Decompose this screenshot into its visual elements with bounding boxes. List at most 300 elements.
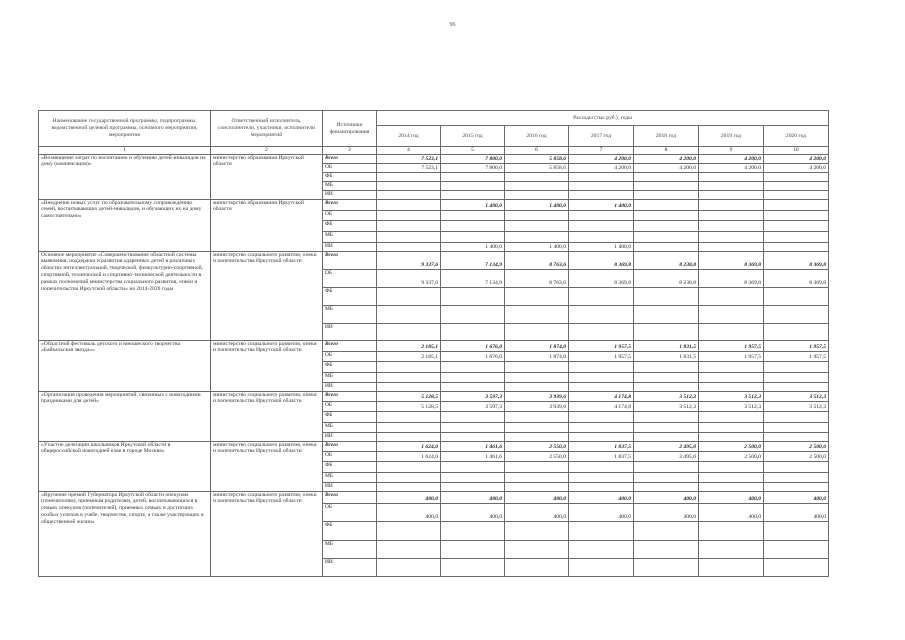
amount-cell: 4 200,0: [764, 163, 829, 172]
amount-cell: 1 400,0: [441, 242, 505, 251]
amount-cell: 400,0: [377, 491, 441, 503]
financing-table: [38, 110, 829, 577]
amount-cell: [764, 482, 829, 491]
funding-source: ФБ: [323, 411, 377, 422]
amount-cell: [377, 323, 441, 340]
amount-cell: 3 512,3: [764, 391, 829, 401]
amount-cell: 8 369,8: [699, 269, 764, 287]
column-number: 10: [764, 147, 829, 155]
amount-cell: [505, 372, 569, 382]
amount-cell: [441, 190, 505, 199]
funding-source: Всего: [323, 199, 377, 210]
amount-cell: [441, 231, 505, 242]
amount-cell: [569, 540, 634, 558]
column-number: 6: [505, 147, 569, 155]
amount-cell: [569, 472, 634, 482]
amount-cell: [441, 558, 505, 576]
amount-cell: [699, 172, 764, 181]
amount-cell: [505, 190, 569, 199]
amount-cell: 1 874,0: [505, 340, 569, 351]
amount-cell: 2 495,0: [634, 451, 699, 461]
amount-cell: [441, 411, 505, 422]
funding-source: МБ: [323, 540, 377, 558]
amount-cell: [505, 382, 569, 391]
funding-source: Всего: [323, 154, 377, 163]
amount-cell: 3 597,3: [441, 401, 505, 411]
amount-cell: [634, 242, 699, 251]
header-year-2: 2015 год: [441, 126, 505, 147]
amount-cell: 8 238,8: [634, 251, 699, 269]
amount-cell: 2 550,0: [505, 441, 569, 451]
amount-cell: [441, 521, 505, 540]
funding-source: ИИ: [323, 482, 377, 491]
amount-cell: 400,0: [505, 491, 569, 503]
amount-cell: 400,0: [699, 503, 764, 521]
activity-name: «Возмещение затрат по воспитанию и обучению детей-инвалидов на дому (компенсация)»: [39, 154, 211, 199]
amount-cell: 400,0: [505, 503, 569, 521]
amount-cell: [634, 172, 699, 181]
amount-cell: [764, 521, 829, 540]
amount-cell: 4 174,8: [569, 401, 634, 411]
amount-cell: [634, 521, 699, 540]
amount-cell: [634, 422, 699, 432]
amount-cell: [441, 287, 505, 305]
amount-cell: [569, 382, 634, 391]
amount-cell: [634, 482, 699, 491]
amount-cell: 1 676,0: [441, 351, 505, 361]
amount-cell: 4 174,8: [569, 391, 634, 401]
amount-cell: [569, 287, 634, 305]
amount-cell: [699, 372, 764, 382]
executor-name: министерство образования Иркутской области: [211, 154, 323, 199]
amount-cell: 5 858,6: [505, 163, 569, 172]
amount-cell: 2 500,0: [699, 441, 764, 451]
funding-source: ОБ: [323, 210, 377, 220]
amount-cell: 8 369,8: [699, 251, 764, 269]
amount-cell: [634, 540, 699, 558]
amount-cell: 4 200,0: [699, 163, 764, 172]
amount-cell: [764, 540, 829, 558]
amount-cell: [377, 287, 441, 305]
amount-cell: 9 337,6: [377, 269, 441, 287]
amount-cell: [569, 220, 634, 231]
activity-name: «Внедрение новых услуг по образовательному сопровождению семей, воспитывающих детей-инвалидов, и обучающих их на дому самостоятельно»: [39, 199, 211, 251]
table-row-total: [39, 199, 829, 210]
amount-cell: [505, 323, 569, 340]
amount-cell: [764, 411, 829, 422]
amount-cell: [505, 287, 569, 305]
amount-cell: [634, 361, 699, 372]
amount-cell: [634, 432, 699, 441]
amount-cell: [569, 231, 634, 242]
amount-cell: [377, 361, 441, 372]
amount-cell: [569, 432, 634, 441]
column-number: 2: [211, 147, 323, 155]
funding-source: ИИ: [323, 190, 377, 199]
funding-source: МБ: [323, 472, 377, 482]
amount-cell: 8 369,8: [764, 269, 829, 287]
amount-cell: [377, 199, 441, 210]
amount-cell: [569, 558, 634, 576]
amount-cell: 3 939,6: [505, 401, 569, 411]
column-number: 4: [377, 147, 441, 155]
amount-cell: [377, 231, 441, 242]
amount-cell: [764, 382, 829, 391]
amount-cell: [377, 540, 441, 558]
amount-cell: [441, 540, 505, 558]
column-number: 9: [699, 147, 764, 155]
table-row-total: [39, 340, 829, 351]
amount-cell: 400,0: [569, 503, 634, 521]
executor-name: министерство социального развития, опеки и попечительства Иркутской области: [211, 491, 323, 576]
amount-cell: 7 134,9: [441, 251, 505, 269]
amount-cell: 5 128,5: [377, 391, 441, 401]
amount-cell: 1 957,5: [699, 340, 764, 351]
funding-source: ОБ: [323, 351, 377, 361]
funding-source: ФБ: [323, 287, 377, 305]
amount-cell: [634, 220, 699, 231]
activity-name: «Организация проведения мероприятий, связанных с новогодними праздниками для детей»: [39, 391, 211, 441]
header-year-3: 2016 год: [505, 126, 569, 147]
amount-cell: [569, 372, 634, 382]
amount-cell: 8 369,8: [764, 251, 829, 269]
funding-source: ИИ: [323, 323, 377, 340]
amount-cell: 1 957,5: [764, 351, 829, 361]
amount-cell: [441, 472, 505, 482]
page-number: 96: [449, 22, 456, 28]
amount-cell: 9 337,6: [377, 251, 441, 269]
amount-cell: [569, 172, 634, 181]
amount-cell: 3 512,3: [699, 391, 764, 401]
amount-cell: 1 957,5: [699, 351, 764, 361]
amount-cell: [634, 181, 699, 190]
amount-cell: 2 500,0: [699, 451, 764, 461]
amount-cell: [441, 461, 505, 472]
funding-source: ИИ: [323, 242, 377, 251]
amount-cell: 2 185,1: [377, 351, 441, 361]
amount-cell: [569, 521, 634, 540]
amount-cell: [377, 461, 441, 472]
amount-cell: [764, 287, 829, 305]
funding-source: ФБ: [323, 461, 377, 472]
amount-cell: [699, 181, 764, 190]
amount-cell: 1 874,0: [505, 351, 569, 361]
amount-cell: 5 858,6: [505, 154, 569, 163]
amount-cell: [699, 432, 764, 441]
amount-cell: 3 512,3: [634, 401, 699, 411]
amount-cell: [699, 305, 764, 323]
amount-cell: 7 523,1: [377, 154, 441, 163]
amount-cell: [764, 242, 829, 251]
table-header: [39, 111, 829, 147]
funding-source: ОБ: [323, 451, 377, 461]
amount-cell: 400,0: [441, 503, 505, 521]
amount-cell: [764, 361, 829, 372]
amount-cell: [764, 372, 829, 382]
amount-cell: 4 200,0: [634, 163, 699, 172]
amount-cell: [441, 482, 505, 491]
funding-source: МБ: [323, 181, 377, 190]
amount-cell: [634, 558, 699, 576]
column-number: 5: [441, 147, 505, 155]
amount-cell: [505, 422, 569, 432]
amount-cell: 400,0: [441, 491, 505, 503]
amount-cell: [505, 231, 569, 242]
amount-cell: [764, 220, 829, 231]
amount-cell: 2 185,1: [377, 340, 441, 351]
amount-cell: [699, 242, 764, 251]
amount-cell: [634, 411, 699, 422]
amount-cell: [764, 472, 829, 482]
amount-cell: [505, 172, 569, 181]
amount-cell: [505, 540, 569, 558]
amount-cell: 1 957,5: [569, 340, 634, 351]
amount-cell: [377, 411, 441, 422]
amount-cell: 1 461,6: [441, 451, 505, 461]
amount-cell: 2 550,0: [505, 451, 569, 461]
amount-cell: 400,0: [569, 491, 634, 503]
funding-source: МБ: [323, 231, 377, 242]
amount-cell: [699, 422, 764, 432]
funding-source: ИИ: [323, 558, 377, 576]
amount-cell: [699, 521, 764, 540]
header-expenses: Расходы (тыс.руб.), годы: [377, 111, 829, 126]
amount-cell: [377, 482, 441, 491]
amount-cell: [634, 461, 699, 472]
amount-cell: 4 200,0: [699, 154, 764, 163]
amount-cell: [634, 472, 699, 482]
amount-cell: [377, 422, 441, 432]
amount-cell: [505, 521, 569, 540]
funding-source: Всего: [323, 251, 377, 269]
header-year-6: 2019 год: [699, 126, 764, 147]
amount-cell: [569, 210, 634, 220]
header-year-7: 2020 год: [764, 126, 829, 147]
amount-cell: [634, 372, 699, 382]
amount-cell: [699, 472, 764, 482]
amount-cell: 1 676,0: [441, 340, 505, 351]
amount-cell: [569, 181, 634, 190]
amount-cell: [377, 521, 441, 540]
amount-cell: 1 400,0: [569, 199, 634, 210]
amount-cell: [699, 361, 764, 372]
amount-cell: [441, 181, 505, 190]
amount-cell: 5 128,5: [377, 401, 441, 411]
amount-cell: [377, 190, 441, 199]
amount-cell: [569, 461, 634, 472]
amount-cell: [441, 210, 505, 220]
funding-source: ФБ: [323, 172, 377, 181]
amount-cell: 400,0: [634, 491, 699, 503]
amount-cell: 1 837,5: [569, 441, 634, 451]
amount-cell: [764, 422, 829, 432]
amount-cell: [505, 181, 569, 190]
amount-cell: [505, 558, 569, 576]
amount-cell: [505, 411, 569, 422]
amount-cell: [634, 323, 699, 340]
column-number: 3: [323, 147, 377, 155]
amount-cell: [569, 411, 634, 422]
amount-cell: [377, 220, 441, 231]
amount-cell: 400,0: [764, 503, 829, 521]
amount-cell: [634, 210, 699, 220]
amount-cell: [699, 190, 764, 199]
column-number: 7: [569, 147, 634, 155]
column-number: 8: [634, 147, 699, 155]
amount-cell: [377, 472, 441, 482]
amount-cell: 8 238,8: [634, 269, 699, 287]
amount-cell: [699, 220, 764, 231]
amount-cell: [699, 210, 764, 220]
funding-source: Всего: [323, 441, 377, 451]
executor-name: министерство образования Иркутской области: [211, 199, 323, 251]
amount-cell: 400,0: [634, 503, 699, 521]
activity-name: «Участие делегации школьников Иркутской области в общероссийской новогодней елке в городе Москве»: [39, 441, 211, 491]
amount-cell: 3 512,3: [634, 391, 699, 401]
amount-cell: [441, 432, 505, 441]
funding-source: Всего: [323, 340, 377, 351]
amount-cell: [441, 372, 505, 382]
column-number: 1: [39, 147, 211, 155]
amount-cell: 7 800,0: [441, 154, 505, 163]
executor-name: министерство социального развития, опеки и попечительства Иркутской области: [211, 251, 323, 340]
amount-cell: [764, 210, 829, 220]
amount-cell: 400,0: [377, 503, 441, 521]
amount-cell: 1 624,0: [377, 441, 441, 451]
table-row-total: [39, 441, 829, 451]
funding-source: ОБ: [323, 401, 377, 411]
amount-cell: [764, 461, 829, 472]
amount-cell: [764, 172, 829, 181]
executor-name: министерство социального развития, опеки и попечительства Иркутской области: [211, 340, 323, 391]
header-source: Источники финансирования: [323, 111, 377, 147]
amount-cell: 1 957,5: [764, 340, 829, 351]
amount-cell: [377, 242, 441, 251]
amount-cell: 3 512,3: [764, 401, 829, 411]
amount-cell: 2 495,0: [634, 441, 699, 451]
amount-cell: [634, 382, 699, 391]
funding-source: МБ: [323, 372, 377, 382]
amount-cell: 1 400,0: [505, 199, 569, 210]
amount-cell: 1 957,5: [569, 351, 634, 361]
amount-cell: [505, 472, 569, 482]
amount-cell: [505, 220, 569, 231]
funding-source: МБ: [323, 422, 377, 432]
amount-cell: 2 500,0: [764, 441, 829, 451]
amount-cell: [377, 181, 441, 190]
amount-cell: [634, 305, 699, 323]
funding-source: МБ: [323, 305, 377, 323]
amount-cell: [441, 422, 505, 432]
table-row-total: [39, 491, 829, 503]
amount-cell: 1 831,5: [634, 351, 699, 361]
amount-cell: [634, 199, 699, 210]
amount-cell: 1 400,0: [505, 242, 569, 251]
amount-cell: [377, 432, 441, 441]
amount-cell: [441, 172, 505, 181]
amount-cell: [699, 558, 764, 576]
amount-cell: [377, 172, 441, 181]
amount-cell: [377, 305, 441, 323]
amount-cell: [699, 199, 764, 210]
amount-cell: 4 200,0: [569, 154, 634, 163]
amount-cell: [699, 540, 764, 558]
amount-cell: 7 523,1: [377, 163, 441, 172]
amount-cell: [569, 190, 634, 199]
amount-cell: [699, 323, 764, 340]
table-row-total: [39, 154, 829, 163]
funding-source: ИИ: [323, 382, 377, 391]
amount-cell: [505, 305, 569, 323]
funding-source: Всего: [323, 491, 377, 503]
amount-cell: 1 400,0: [569, 242, 634, 251]
amount-cell: 3 939,6: [505, 391, 569, 401]
amount-cell: 3 512,3: [699, 401, 764, 411]
funding-source: ОБ: [323, 503, 377, 521]
amount-cell: [699, 382, 764, 391]
amount-cell: [377, 210, 441, 220]
amount-cell: 7 134,9: [441, 269, 505, 287]
amount-cell: 4 200,0: [634, 154, 699, 163]
amount-cell: [699, 461, 764, 472]
amount-cell: [441, 361, 505, 372]
amount-cell: [569, 482, 634, 491]
header-name: Наименование государственной программы, подпрограммы, ведомственной целевой программы, основного мероприятия, мероприятия: [39, 111, 211, 147]
amount-cell: [505, 461, 569, 472]
amount-cell: [634, 231, 699, 242]
amount-cell: [764, 181, 829, 190]
table-row-total: [39, 251, 829, 269]
amount-cell: [505, 361, 569, 372]
activity-name: «Вручение премий Губернатора Иркутской области опекунам (попечителям), приемным родителям, детей, воспитывающихся в семьях опекунов (попечителей), приемных семьях и достигших особых успехов в учебе, творчестве, спорте, а также участвующих в общественной жизни»: [39, 491, 211, 576]
amount-cell: [505, 482, 569, 491]
amount-cell: [634, 190, 699, 199]
amount-cell: 8 763,6: [505, 269, 569, 287]
table-row-total: [39, 391, 829, 401]
amount-cell: [441, 382, 505, 391]
header-year-1: 2014 год: [377, 126, 441, 147]
amount-cell: [505, 210, 569, 220]
funding-source: ИИ: [323, 432, 377, 441]
amount-cell: [569, 361, 634, 372]
amount-cell: [441, 305, 505, 323]
amount-cell: [764, 432, 829, 441]
funding-source: ФБ: [323, 220, 377, 231]
amount-cell: [377, 558, 441, 576]
amount-cell: [505, 432, 569, 441]
amount-cell: [764, 305, 829, 323]
amount-cell: [441, 323, 505, 340]
funding-source: ФБ: [323, 361, 377, 372]
header-year-4: 2017 год: [569, 126, 634, 147]
funding-source: ОБ: [323, 269, 377, 287]
amount-cell: [441, 220, 505, 231]
funding-source: Всего: [323, 391, 377, 401]
amount-cell: [377, 382, 441, 391]
header-year-5: 2018 год: [634, 126, 699, 147]
executor-name: министерство социального развития, опеки и попечительства Иркутской области: [211, 441, 323, 491]
amount-cell: 8 763,6: [505, 251, 569, 269]
amount-cell: 4 200,0: [569, 163, 634, 172]
amount-cell: 1 837,5: [569, 451, 634, 461]
amount-cell: 4 200,0: [764, 154, 829, 163]
amount-cell: 2 500,0: [764, 451, 829, 461]
amount-cell: [699, 231, 764, 242]
amount-cell: [569, 422, 634, 432]
amount-cell: 1 624,0: [377, 451, 441, 461]
funding-source: ФБ: [323, 521, 377, 540]
activity-name: «Областной фестиваль детского и юношеского творчества «Байкальская звезда»»: [39, 340, 211, 391]
